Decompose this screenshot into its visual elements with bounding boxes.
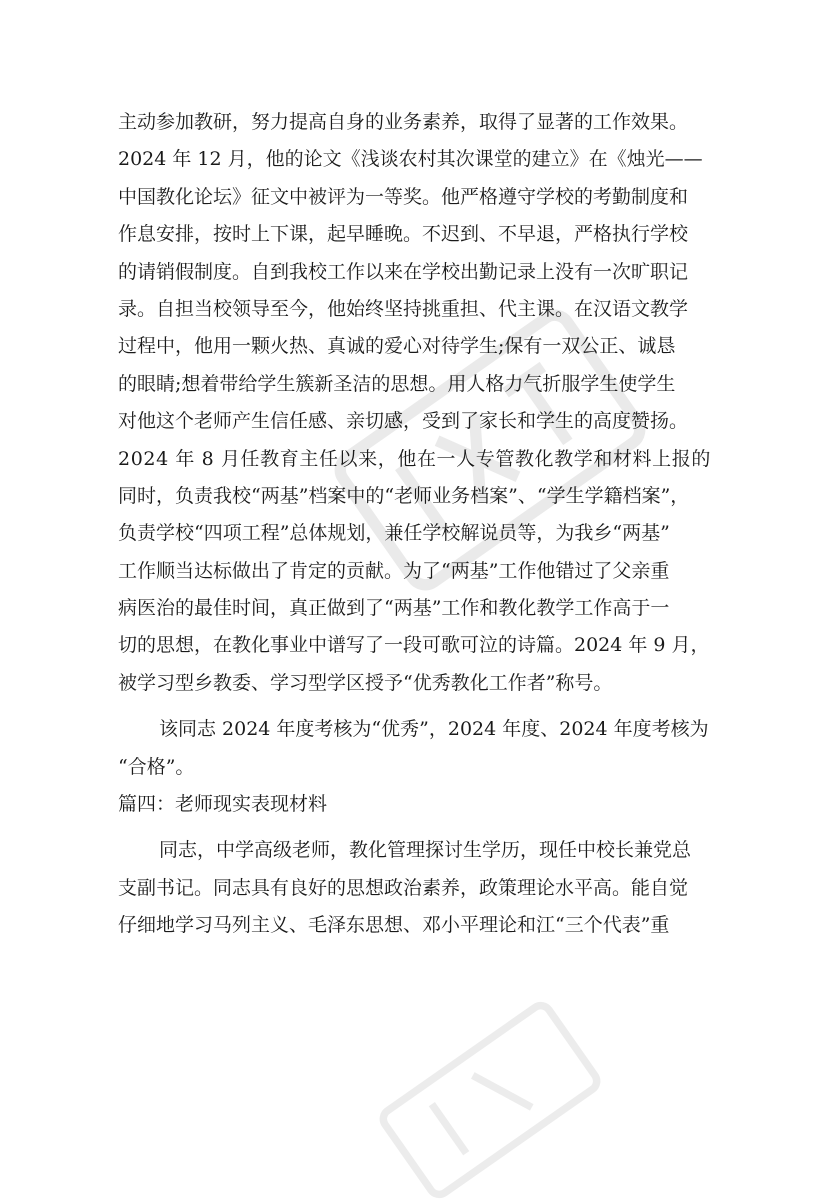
text-line: 录。自担当校领导至今，他始终坚持挑重担、代主课。在汉语文教学: [118, 297, 689, 320]
text-line: 切的思想，在教化事业中谱写了一段可歌可泣的诗篇。2024 年 9 月，: [118, 634, 710, 657]
text-line: 支副书记。同志具有良好的思想政治素养，政策理论水平高。能自觉: [118, 876, 689, 899]
text-line: 该同志 2024 年度考核为“优秀”，2024 年度、2024 年度考核为: [159, 718, 709, 741]
text-line: 被学习型乡教委、学习型学区授予“优秀教化工作者”称号。: [118, 671, 613, 694]
text-line: 负责学校“四项工程”总体规划，兼任学校解说员等，为我乡“两基”: [118, 522, 670, 545]
text-line: 2024 年 8 月任教育主任以来，他在一人专管教化教学和材料上报的: [118, 447, 711, 470]
paragraph-gap: [118, 702, 714, 711]
text-line: 病医治的最佳时间，真正做到了“两基”工作和教化教学工作高于一: [118, 597, 670, 620]
paragraph-3: [118, 832, 714, 944]
text-line: “合格”。: [118, 755, 195, 778]
text-line: 的眼睛;想着带给学生簇新圣洁的思想。用人格力气折服学生使学生: [118, 372, 676, 395]
text-line: 中国教化论坛》征文中被评为一等奖。他严格遵守学校的考勤制度和: [118, 185, 689, 208]
text-line: 过程中，他用一颗火热、真诚的爱心对待学生;保有一双公正、诚恳: [118, 335, 676, 358]
text-line: 同志，中学高级老师，教化管理探讨生学历，现任中校长兼党总: [159, 839, 692, 862]
watermark-fragment-icon: [360, 1000, 620, 1200]
text-line: 的请销假制度。自到我校工作以来在学校出勤记录上没有一次旷职记: [118, 260, 689, 283]
text-line: 主动参加教研，努力提高自身的业务素养，取得了显著的工作效果。: [118, 111, 689, 133]
paragraph-1: [118, 104, 714, 702]
text-line: 对他这个老师产生信任感、亲切感，受到了家长和学生的高度赞扬。: [118, 410, 689, 433]
text-line: 工作顺当达标做出了肯定的贡献。为了“两基”工作他错过了父亲重: [118, 559, 670, 582]
text-line: 作息安排，按时上下课，起早睡晚。不迟到、不早退，严格执行学校: [118, 223, 689, 246]
text-line: 仔细地学习马列主义、毛泽东思想、邓小平理论和江“三个代表”重: [118, 914, 670, 937]
paragraph-2: [118, 711, 714, 786]
text-line: 2024 年 12 月，他的论文《浅谈农村其次课堂的建立》在《烛光——: [118, 148, 703, 171]
section-heading: 篇四：老师现实表现材料: [118, 793, 328, 816]
document-body: [118, 104, 714, 945]
text-line: 同时，负责我校“两基”档案中的“老师业务档案”、“学生学籍档案”，: [118, 484, 690, 507]
paragraph-gap: [118, 823, 714, 832]
